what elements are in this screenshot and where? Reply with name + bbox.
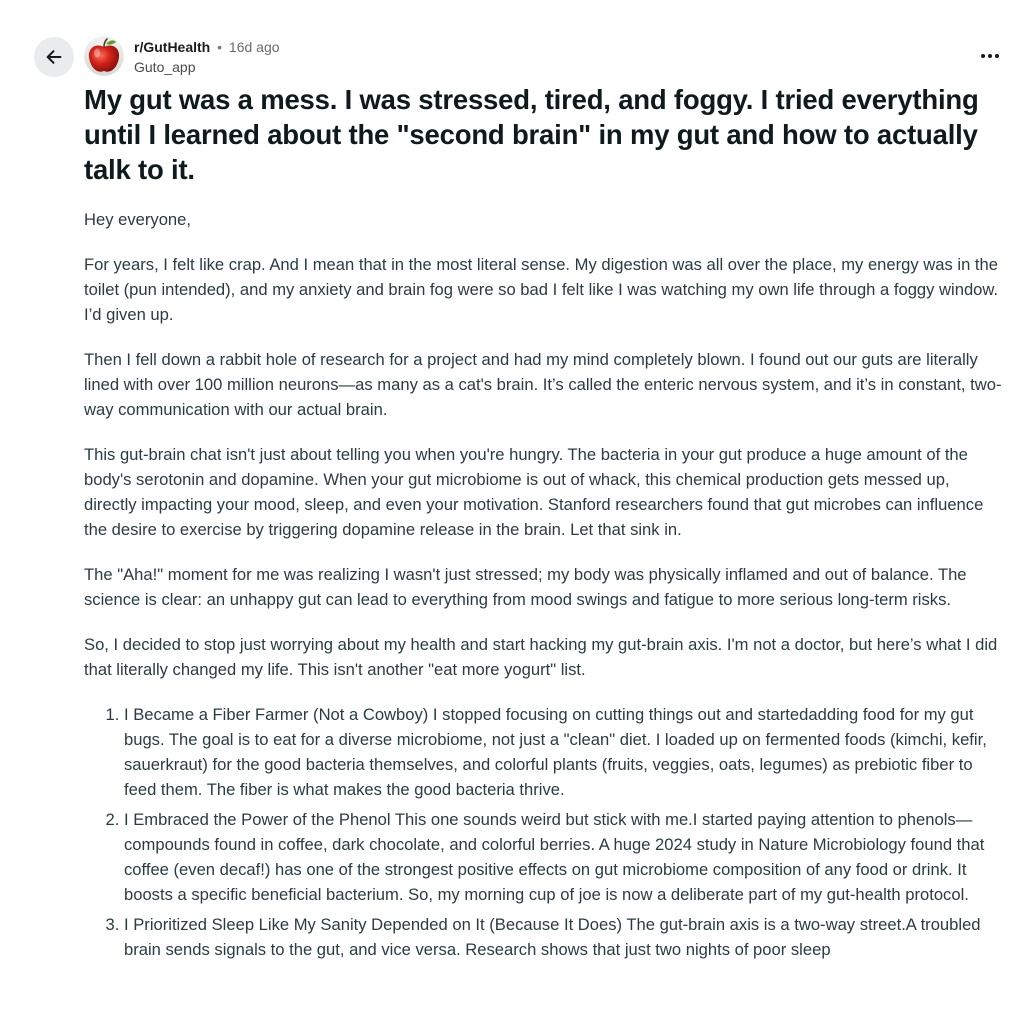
- arrow-left-icon: [44, 47, 64, 67]
- post-paragraph: Then I fell down a rabbit hole of research for a project and had my mind completely blown. I found out our guts are literally lined with over 100 million neurons—as many as a cat's brain. It’s called the enteric nervous system, and it’s in constant, two-way communication with our actual brain.: [84, 350, 1002, 419]
- subreddit-avatar[interactable]: [84, 36, 124, 76]
- post-title[interactable]: My gut was a mess. I was stressed, tired, and foggy. I tried everything until I learned about the "second brain" in my gut and how to actually talk to it.: [84, 84, 979, 185]
- meta-separator: •: [217, 39, 223, 55]
- more-options-button[interactable]: [974, 42, 1006, 70]
- apple-icon: [84, 36, 124, 76]
- meta-row: [134, 37, 280, 57]
- back-button[interactable]: [34, 37, 74, 77]
- post-paragraph: This gut-brain chat isn't just about telling you when you're hungry. The bacteria in your gut produce a huge amount of the body's serotonin and dopamine. When your gut microbiome is out of whack, this chemical production gets messed up, directly impacting your mood, sleep, and even your motivation. Stanford researchers found that gut microbes can influence the desire to exercise by triggering dopamine release in the brain. Let that sink in.: [84, 445, 984, 539]
- post-paragraph: The "Aha!" moment for me was realizing I wasn't just stressed; my body was physically inflamed and out of balance. The science is clear: an unhappy gut can lead to everything from mood swings and fatigue to more serious long-term risks.: [84, 565, 967, 609]
- post-age: 16d ago: [228, 39, 280, 55]
- author-link[interactable]: Guto_app: [134, 59, 196, 75]
- list-item: 1. I Became a Fiber Farmer (Not a Cowboy) I stopped focusing on cutting things out and startedadding food for my gut bugs. The goal is to eat for a diverse microbiome, not just a "clean" diet. I loaded up on fermented foods (kimchi, kefir, sauerkraut) for the good bacteria themselves, and colorful plants (fruits, veggies, oats, legumes) as prebiotic fiber to feed them. The fiber is what makes the good bacteria thrive.: [124, 702, 1006, 802]
- post-body: [84, 207, 1006, 967]
- list-item: 2. I Embraced the Power of the Phenol This one sounds weird but stick with me.I started paying attention to phenols—compounds found in coffee, dark chocolate, and colorful berries. A huge 2024 study in Nature Microbiology found that coffee (even decaf!) has one of the strongest positive effects on gut microbiome composition of any food or drink. It boosts a specific beneficial bacterium. So, my morning cup of joe is now a deliberate part of my gut-health protocol.: [124, 807, 1006, 907]
- tips-list: [84, 702, 1006, 962]
- list-item: 3. I Prioritized Sleep Like My Sanity Depended on It (Because It Does) The gut-brain axis is a two-way street.A troubled brain sends signals to the gut, and vice versa. Research shows that just two nights of poor sleep: [124, 912, 1006, 962]
- subreddit-link[interactable]: r/GutHealth: [134, 39, 211, 55]
- post-paragraph: So, I decided to stop just worrying about my health and start hacking my gut-brain axis. I'm not a doctor, but here’s what I did that literally changed my life. This isn't another "eat more yogurt" list.: [84, 635, 998, 679]
- post-paragraph: Hey everyone,: [84, 210, 191, 229]
- post-paragraph: For years, I felt like crap. And I mean that in the most literal sense. My digestion was all over the place, my energy was in the toilet (pun intended), and my anxiety and brain fog were so bad I felt like I was watching my own life through a foggy window. I’d given up.: [84, 255, 999, 324]
- more-horizontal-icon: [980, 53, 1000, 59]
- post-meta: [134, 37, 280, 77]
